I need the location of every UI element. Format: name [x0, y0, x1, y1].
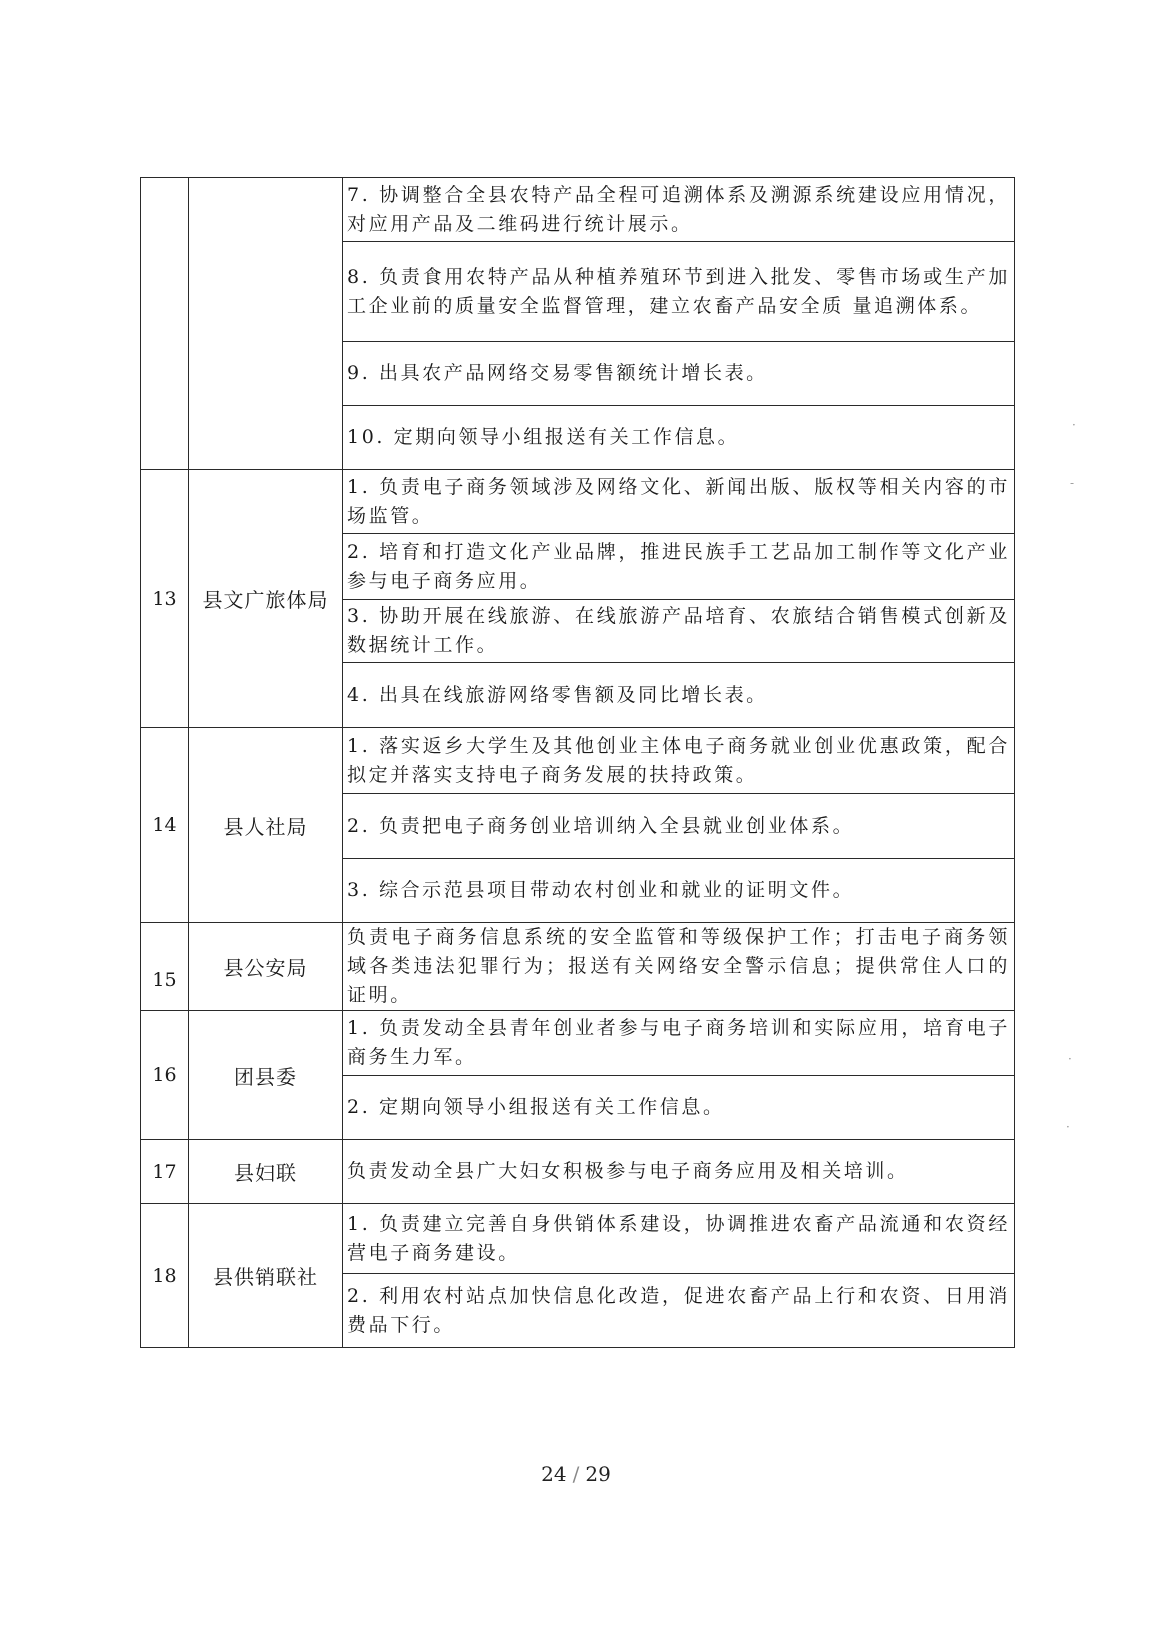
department-cell [189, 178, 343, 470]
duty-cell: 7. 协调整合全县农特产品全程可追溯体系及溯源系统建设应用情况，对应用产品及二维码进行统计展示。 [343, 178, 1015, 242]
table-row [141, 923, 1015, 1011]
duty-cell: 2. 定期向领导小组报送有关工作信息。 [343, 1076, 1015, 1140]
duty-cell: 3. 综合示范县项目带动农村创业和就业的证明文件。 [343, 859, 1015, 923]
duty-cell: 1. 负责电子商务领域涉及网络文化、新闻出版、版权等相关内容的市场监管。 [343, 470, 1015, 534]
department-cell: 县公安局 [189, 923, 343, 1011]
page-separator: / [572, 1462, 580, 1486]
duty-cell: 1. 负责发动全县青年创业者参与电子商务培训和实际应用，培育电子商务生力军。 [343, 1011, 1015, 1076]
table-row [141, 178, 1015, 242]
row-number-cell: 16 [141, 1011, 189, 1140]
duty-cell: 2. 培育和打造文化产业品牌，推进民族手工艺品加工制作等文化产业参与电子商务应用。 [343, 534, 1015, 600]
duty-cell: 10. 定期向领导小组报送有关工作信息。 [343, 406, 1015, 470]
table-row [141, 1011, 1015, 1076]
table-row [141, 1204, 1015, 1274]
row-number-cell [141, 178, 189, 470]
table-row [141, 1140, 1015, 1204]
row-number-cell: 18 [141, 1204, 189, 1348]
duty-cell: 9. 出具农产品网络交易零售额统计增长表。 [343, 342, 1015, 406]
department-cell: 县供销联社 [189, 1204, 343, 1348]
duty-cell: 4. 出具在线旅游网络零售额及同比增长表。 [343, 663, 1015, 728]
row-number-cell: 13 [141, 470, 189, 728]
row-number-cell: 15 [141, 923, 189, 1011]
row-number-cell: 14 [141, 728, 189, 923]
duty-cell: 负责发动全县广大妇女积极参与电子商务应用及相关培训。 [343, 1140, 1015, 1204]
duty-cell: 2. 负责把电子商务创业培训纳入全县就业创业体系。 [343, 794, 1015, 859]
scan-speck: - [1070, 476, 1075, 490]
total-pages: 29 [585, 1462, 611, 1486]
department-cell: 团县委 [189, 1011, 343, 1140]
department-cell: 县文广旅体局 [189, 470, 343, 728]
duties-table [140, 177, 1015, 1348]
page-number [0, 1462, 1152, 1486]
duty-cell: 3. 协助开展在线旅游、在线旅游产品培育、农旅结合销售模式创新及数据统计工作。 [343, 600, 1015, 663]
row-number-cell: 17 [141, 1140, 189, 1204]
table-row [141, 470, 1015, 534]
scan-speck: · [1066, 1120, 1070, 1134]
duty-cell: 负责电子商务信息系统的安全监管和等级保护工作；打击电子商务领域各类违法犯罪行为；报送有关网络安全警示信息；提供常住人口的证明。 [343, 923, 1015, 1011]
current-page: 24 [541, 1462, 567, 1486]
table-row [141, 728, 1015, 794]
scan-speck: · [1068, 1052, 1072, 1066]
duty-cell: 1. 负责建立完善自身供销体系建设，协调推进农畜产品流通和农资经营电子商务建设。 [343, 1204, 1015, 1274]
scan-speck: · [1072, 418, 1076, 432]
department-cell: 县人社局 [189, 728, 343, 923]
duty-cell: 1. 落实返乡大学生及其他创业主体电子商务就业创业优惠政策，配合拟定并落实支持电子商务发展的扶持政策。 [343, 728, 1015, 794]
department-cell: 县妇联 [189, 1140, 343, 1204]
duty-cell: 8. 负责食用农特产品从种植养殖环节到进入批发、零售市场或生产加工企业前的质量安全监督管理，建立农畜产品安全质 量追溯体系。 [343, 242, 1015, 342]
duty-cell: 2. 利用农村站点加快信息化改造，促进农畜产品上行和农资、日用消费品下行。 [343, 1274, 1015, 1348]
